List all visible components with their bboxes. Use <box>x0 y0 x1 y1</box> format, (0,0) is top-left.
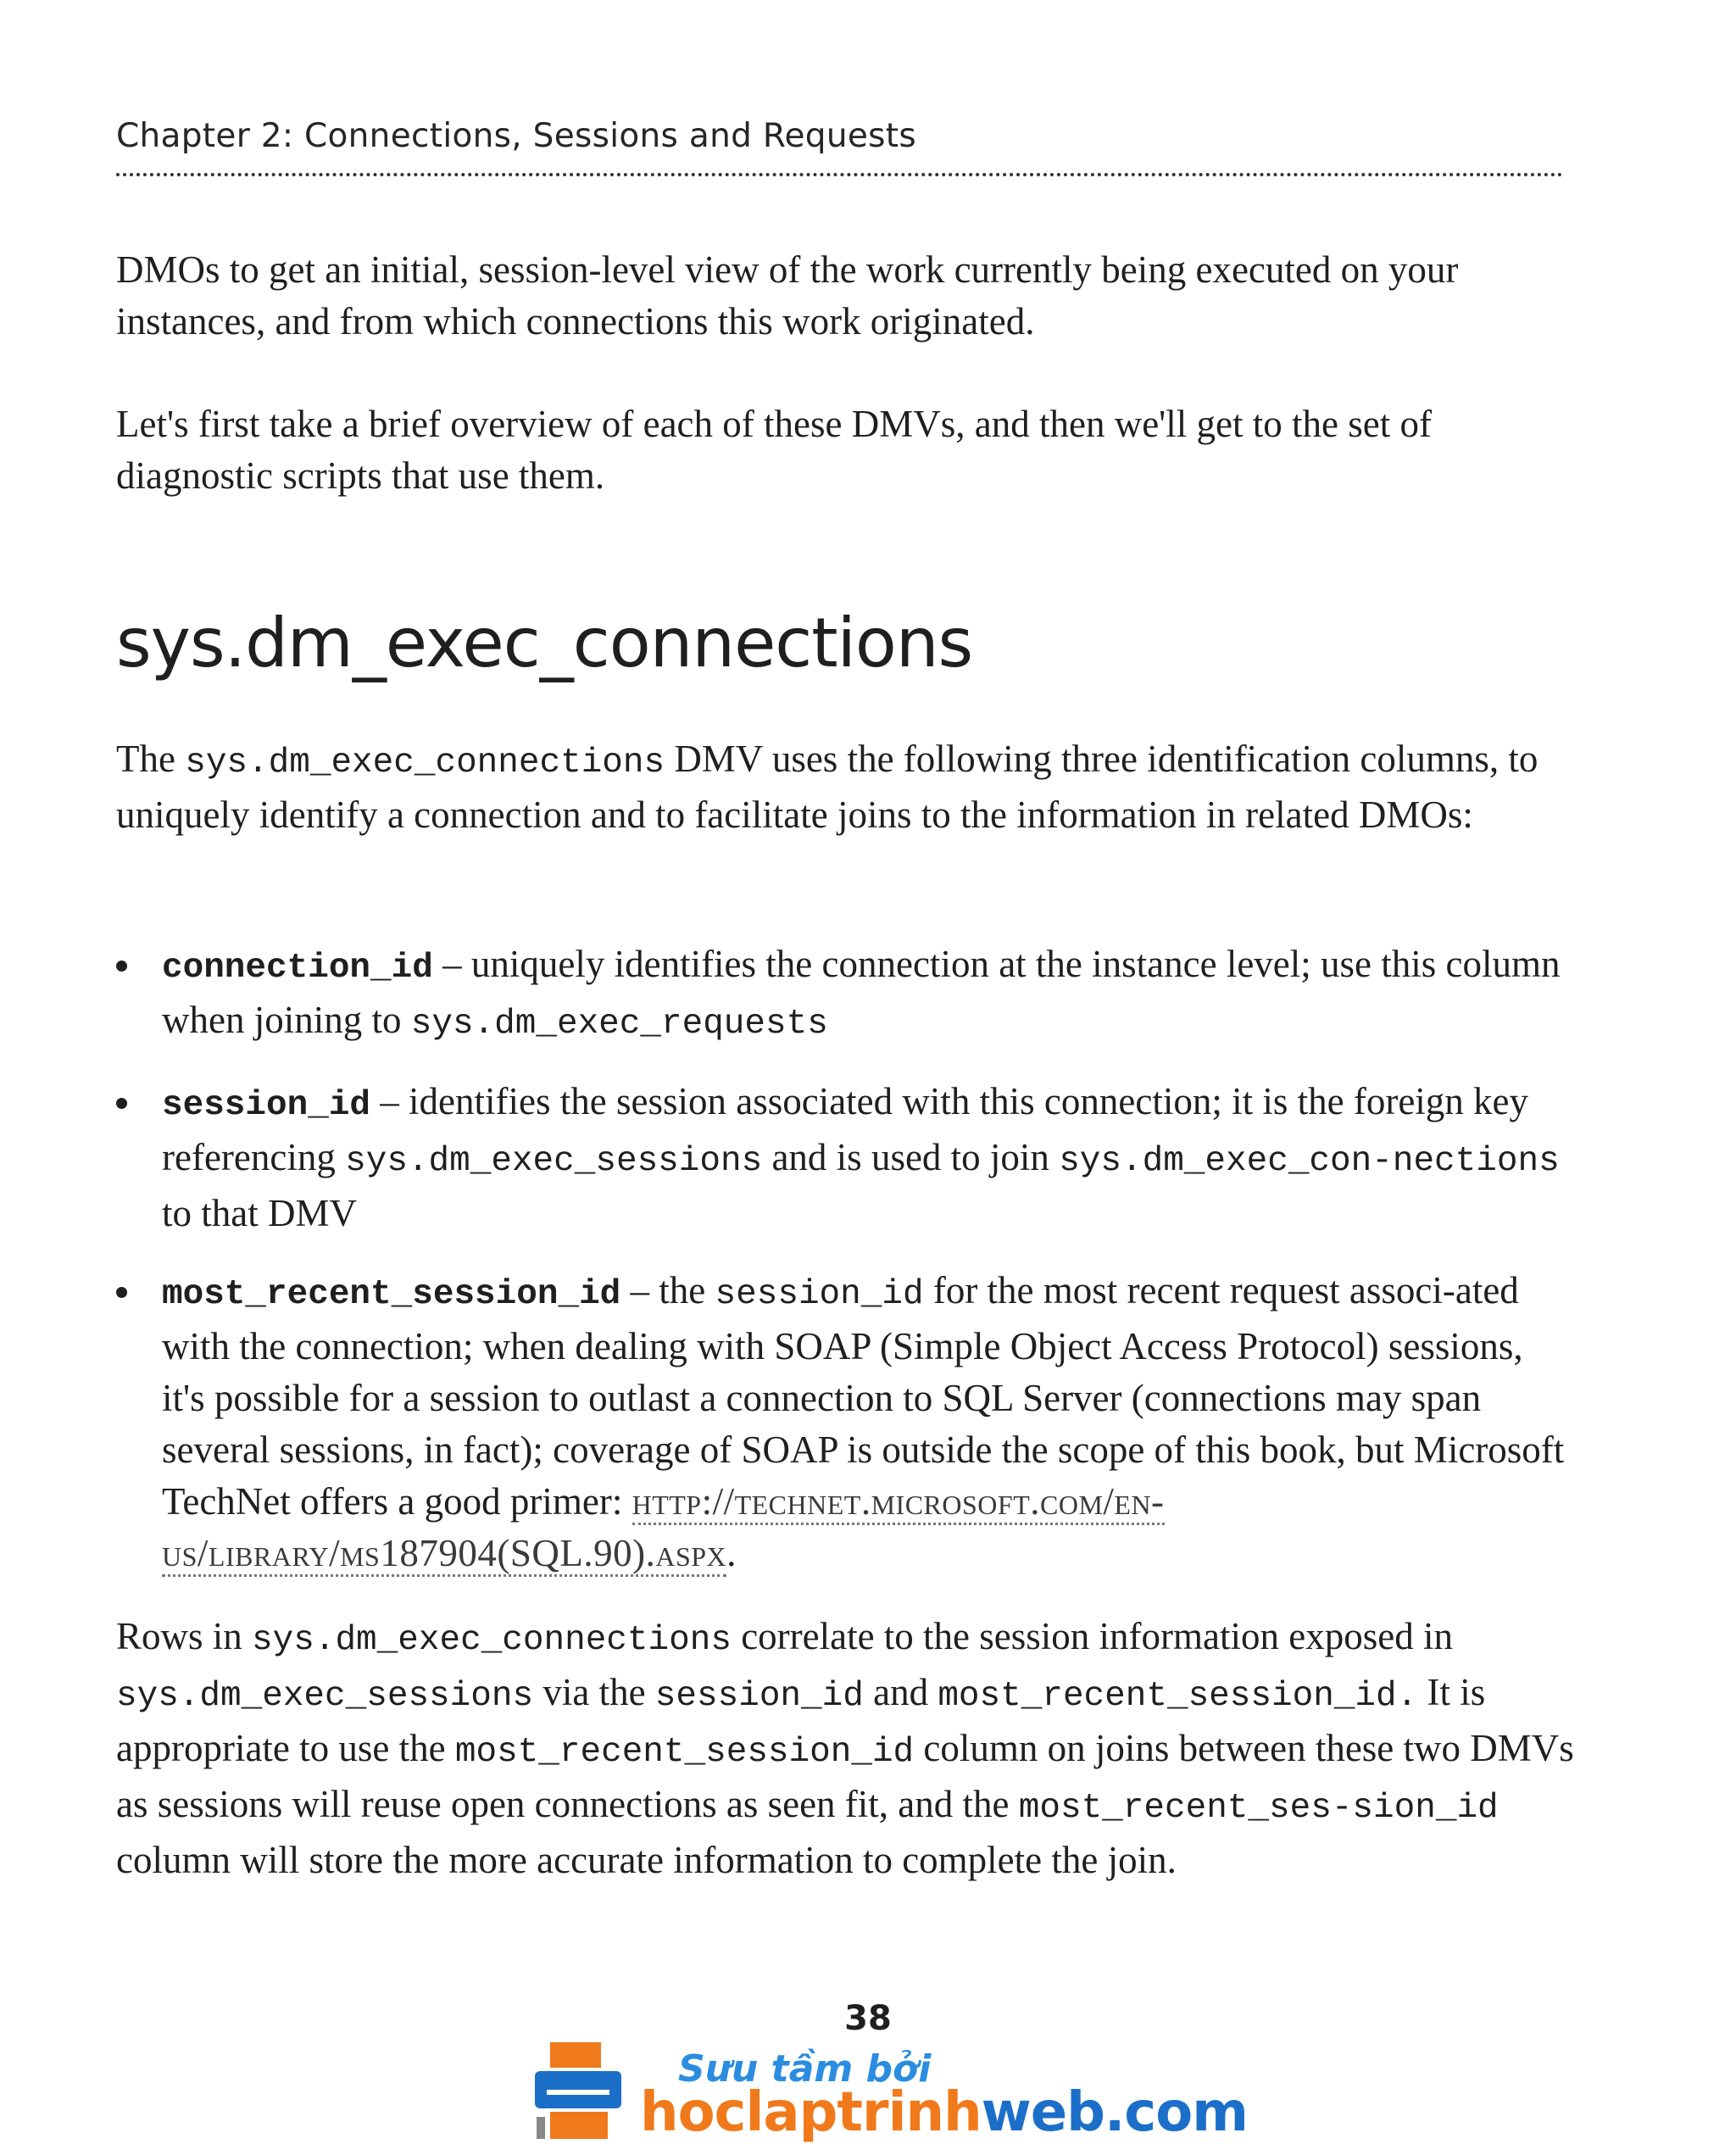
printer-logo-icon <box>530 2039 632 2141</box>
text-span: It is appropriate to use the <box>116 1671 1486 1769</box>
watermark-site <box>640 2081 1248 2144</box>
watermark-tagline: Sưu tầm bởi <box>678 2047 932 2091</box>
dmv-intro-paragraph <box>116 733 1574 841</box>
code-span: session_id <box>654 1677 864 1716</box>
bullet-icon <box>116 1287 127 1298</box>
text-span: The <box>116 738 186 780</box>
text-span: – uniquely identifies the connection at the instance level; use this column when joining to <box>162 943 1561 1041</box>
code-span: most_recent_session_id. <box>938 1677 1418 1716</box>
list-item-session-id <box>116 1076 1574 1239</box>
watermark-site-part1: hoclaptrinh <box>640 2081 982 2144</box>
code-span: most_recent_session_id <box>454 1733 915 1772</box>
bullet-icon <box>116 961 127 972</box>
bullet-icon <box>116 1098 127 1109</box>
text-span: and is used to join <box>762 1136 1060 1178</box>
code-span: session_id <box>715 1275 924 1314</box>
code-span: sys.dm_exec_con-nections <box>1059 1142 1560 1181</box>
header-dotted-rule <box>116 173 1563 176</box>
term-connection-id: connection_id <box>162 949 433 988</box>
text-span: via the <box>533 1671 655 1713</box>
term-session-id: session_id <box>162 1086 371 1125</box>
text-span: to that DMV <box>162 1192 357 1234</box>
text-span: . <box>726 1532 737 1574</box>
code-span: sys.dm_exec_sessions <box>116 1677 534 1716</box>
code-span: sys.dm_exec_requests <box>410 1005 828 1044</box>
text-span: – identifies the session associated with this connection; it is the foreign key referencing <box>162 1080 1529 1178</box>
technet-link[interactable]: http://technet.microsoft.com/en-us/library/ms187904(SQL.90).aspx <box>162 1480 1165 1577</box>
text-span: and <box>863 1671 938 1713</box>
code-span: most_recent_ses-sion_id <box>1018 1789 1499 1828</box>
text-span: Rows in <box>116 1615 253 1657</box>
code-span: sys.dm_exec_connections <box>185 743 665 782</box>
term-most-recent-session-id: most_recent_session_id <box>162 1275 621 1314</box>
page-number: 38 <box>844 1999 892 2038</box>
text-span: for the most recent request associ-ated with the connection; when dealing with SOAP (Simple Object Access Protocol) sessions, it's possible for a session to outlast a connection to SQL Server (connections may span several sessions, in fact); coverage of SOAP is outside the scope of this book, but Microsoft TechNet offers a good primer: <box>162 1269 1565 1523</box>
code-span: sys.dm_exec_connections <box>252 1621 732 1660</box>
code-span: sys.dm_exec_sessions <box>345 1142 763 1181</box>
text-span: – the <box>620 1269 715 1311</box>
watermark-logo <box>530 2039 1248 2144</box>
rows-paragraph <box>116 1611 1574 1886</box>
identification-columns-list <box>116 938 1574 1605</box>
text-span: DMV uses the following three identification columns, to uniquely identify a connection and to facilitate joins to the information in related DMOs: <box>116 738 1538 836</box>
watermark-site-part2: web.com <box>981 2081 1248 2144</box>
list-item-connection-id <box>116 938 1574 1050</box>
text-span: column will store the more accurate information to complete the join. <box>116 1839 1177 1881</box>
section-heading: sys.dm_exec_connections <box>116 604 973 682</box>
text-span: column on joins between these two DMVs as sessions will reuse open connections as seen fit, and the <box>116 1727 1574 1825</box>
intro-paragraph: DMOs to get an initial, session-level view of the work currently being executed on your instances, and from which connections this work originated. <box>116 248 1459 342</box>
text-span: correlate to the session information exposed in <box>731 1615 1453 1657</box>
running-header: Chapter 2: Connections, Sessions and Requests <box>116 117 916 155</box>
overview-paragraph: Let's first take a brief overview of each of these DMVs, and then we'll get to the set of diagnostic scripts that use them. <box>116 403 1432 497</box>
list-item-most-recent-session-id <box>116 1265 1574 1579</box>
